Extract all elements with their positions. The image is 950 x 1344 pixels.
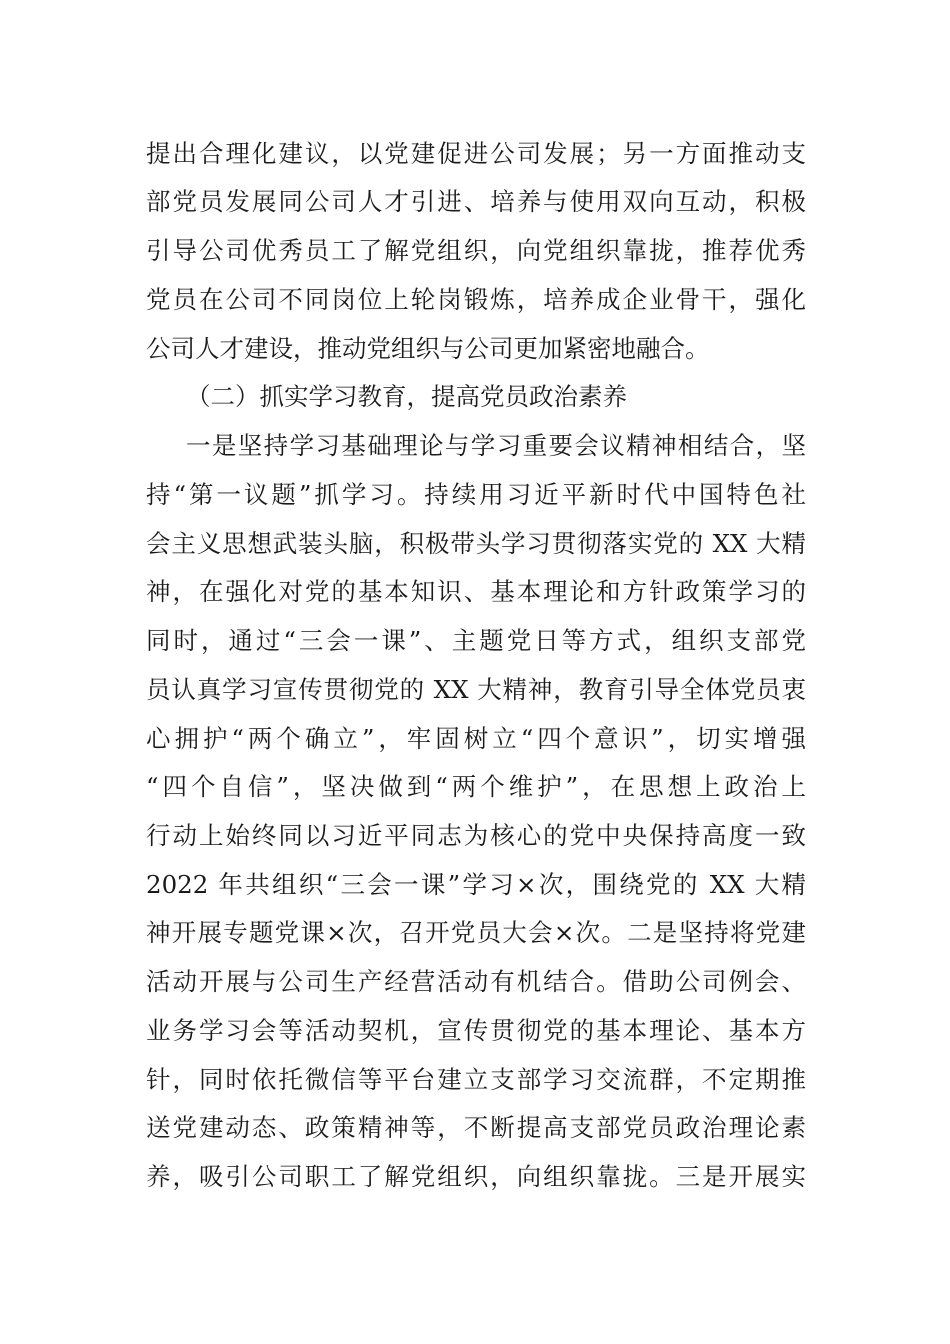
paragraph-line: 引导公司优秀员工了解党组织，向党组织靠拢，推荐优秀	[146, 236, 806, 265]
paragraph-line: 神开展专题党课×次，召开党员大会×次。二是坚持将党建	[146, 918, 806, 947]
paragraph-line: 部党员发展同公司人才引进、培养与使用双向互动，积极	[146, 187, 806, 216]
paragraph-line: 同时，通过“三会一课”、主题党日等方式，组织支部党	[146, 626, 806, 655]
paragraph-line: 业务学习会等活动契机，宣传贯彻党的基本理论、基本方	[146, 1016, 806, 1045]
paragraph-line: 针，同时依托微信等平台建立支部学习交流群，不定期推	[146, 1065, 806, 1094]
paragraph-line: “四个自信”，坚决做到“两个维护”，在思想上政治上	[146, 772, 806, 801]
paragraph-line: 神，在强化对党的基本知识、基本理论和方针政策学习的	[146, 577, 806, 606]
paragraph-line: 公司人才建设，推动党组织与公司更加紧密地融合。	[146, 334, 710, 363]
paragraph-line: 党员在公司不同岗位上轮岗锻炼，培养成企业骨干，强化	[146, 285, 806, 314]
paragraph-line: 一是坚持学习基础理论与学习重要会议精神相结合，坚	[186, 431, 806, 460]
paragraph-line: 送党建动态、政策精神等，不断提高支部党员政治理论素	[146, 1113, 806, 1142]
paragraph-line: 行动上始终同以习近平同志为核心的党中央保持高度一致	[146, 821, 806, 850]
paragraph-line: 心拥护“两个确立”，牢固树立“四个意识”，切实增强	[146, 724, 806, 753]
paragraph-line: 会主义思想武装头脑，积极带头学习贯彻落实党的 XX 大精	[146, 529, 806, 558]
paragraph-line: 持“第一议题”抓学习。持续用习近平新时代中国特色社	[146, 480, 806, 509]
paragraph-line: 员认真学习宣传贯彻党的 XX 大精神，教育引导全体党员衷	[146, 675, 806, 704]
paragraph-line: 提出合理化建议，以党建促进公司发展；另一方面推动支	[146, 139, 806, 168]
paragraph-line: 2022 年共组织“三会一课”学习×次，围绕党的 XX 大精	[146, 870, 806, 899]
paragraph-line: 养，吸引公司职工了解党组织，向组织靠拢。三是开展实	[146, 1162, 806, 1191]
section-heading: （二）抓实学习教育，提高党员政治素养	[186, 382, 627, 411]
paragraph-line: 活动开展与公司生产经营活动有机结合。借助公司例会、	[146, 967, 806, 996]
